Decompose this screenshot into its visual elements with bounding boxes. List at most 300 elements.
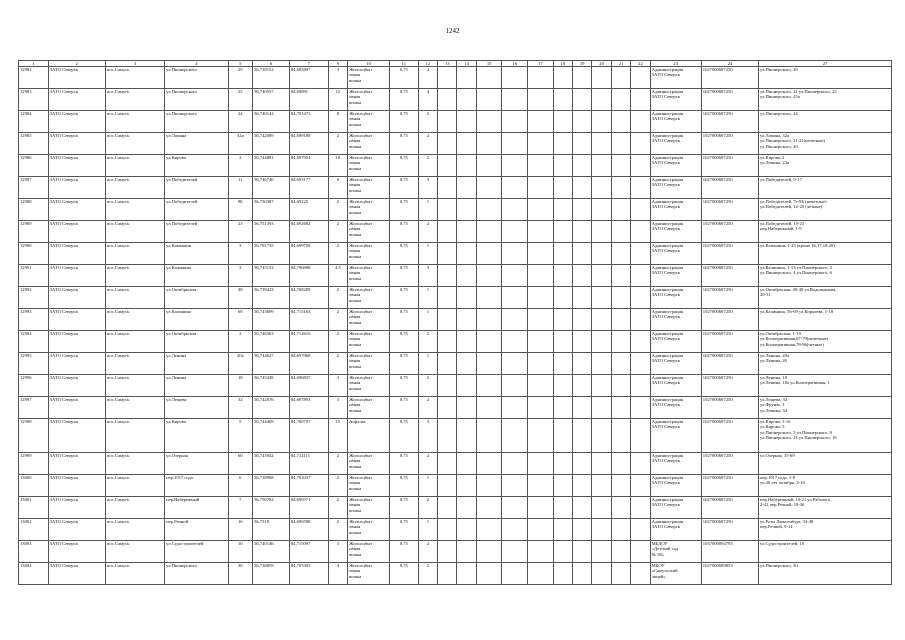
table-cell: ЗАТО Северск (48, 353, 105, 375)
table-cell: 56,746740 (253, 177, 290, 199)
table-cell: 12994 (19, 331, 49, 353)
table-cell: Жилсоцбыт овная вошка (348, 67, 390, 89)
table-cell: 0,75 (390, 331, 419, 353)
table-cell: 3 (228, 243, 253, 265)
table-cell (457, 497, 476, 519)
table-cell: 84,697954 (289, 155, 328, 177)
table-cell (553, 419, 572, 453)
table-cell (572, 353, 591, 375)
table-cell (572, 309, 591, 331)
table-cell: Администрация ЗАТО Северск (650, 199, 701, 221)
table-cell (457, 453, 476, 475)
table-cell: 84,706988 (289, 265, 328, 287)
table-cell: 0,75 (390, 287, 419, 309)
table-cell: 1027000687250 (701, 67, 758, 89)
page-number: 1242 (445, 27, 460, 35)
table-cell (553, 89, 572, 111)
table-row (19, 287, 892, 309)
table-cell (611, 155, 630, 177)
table-row (19, 375, 892, 397)
table-cell (611, 89, 630, 111)
table-row (19, 353, 892, 375)
table-cell: 3 (328, 397, 347, 419)
table-cell (592, 497, 611, 519)
table-cell (528, 563, 554, 585)
table-cell: ул.Кирова, 1-16 ул.Кирова, 5 ул.Пионерского, 5 ул.Пионерского, 9 ул.Пионерского, 14 ул.Пионерского, 16 (759, 419, 892, 453)
registry-table (18, 60, 892, 585)
table-cell: 84,700797 (289, 419, 328, 453)
table-row (19, 331, 892, 353)
table-cell: ул.Октябрьская (165, 287, 228, 309)
table-cell: 24 (228, 111, 253, 133)
table-cell: ул.Калинина, 1-13 ул.Пионерского, 2 ул.Пионерского, 4 ул.Пионерского, 6 (759, 265, 892, 287)
column-header: 24 (701, 61, 758, 67)
table-cell: ул.Пионерского (165, 89, 228, 111)
table-cell: ул.Кирова (165, 419, 228, 453)
table-cell: 1 (418, 199, 437, 221)
table-cell (611, 287, 630, 309)
table-cell: 84,705305 (289, 563, 328, 585)
table-cell: 84,701037 (289, 475, 328, 497)
table-cell: ул.Победителей (165, 199, 228, 221)
table-cell: 1027000687250 (701, 497, 758, 519)
table-cell: 84,692682 (289, 221, 328, 243)
table-cell (502, 309, 528, 331)
table-cell (631, 519, 650, 541)
column-header: 3 (105, 61, 164, 67)
table-cell: 12983 (19, 89, 49, 111)
table-cell: 3 (228, 265, 253, 287)
table-cell: пос.Самусь (105, 265, 164, 287)
table-cell (528, 89, 554, 111)
table-cell: 12 (328, 89, 347, 111)
table-cell: пос.Самусь (105, 353, 164, 375)
table-cell (476, 155, 502, 177)
table-cell: 2 (418, 111, 437, 133)
table-cell (592, 309, 611, 331)
table-cell: ул.Ленина (165, 375, 228, 397)
table-cell: ул.Ленина, 20а ул.Ленина, 20 (759, 353, 892, 375)
table-cell: ул.Ленина, 18 ул.Ленина, 18а ул.Кооперативная, 1 (759, 375, 892, 397)
table-cell: ЗАТО Северск (48, 133, 105, 155)
table-cell (502, 541, 528, 563)
table-cell: 20а (228, 353, 253, 375)
table-cell: ЗАТО Северск (48, 475, 105, 497)
table-cell: 4 (418, 89, 437, 111)
table-cell: 2 (418, 563, 437, 585)
table-cell: 84,69891 (289, 89, 328, 111)
table-cell (611, 519, 630, 541)
table-cell: 5 (228, 419, 253, 453)
table-cell: 2 (418, 133, 437, 155)
table-cell: 2 (418, 221, 437, 243)
table-cell: 1027000687250 (701, 419, 758, 453)
table-cell (553, 375, 572, 397)
table-cell: пос.Самусь (105, 67, 164, 89)
table-cell (631, 265, 650, 287)
table-cell: пос.Самусь (105, 475, 164, 497)
table-cell: пос.Самусь (105, 375, 164, 397)
table-cell (457, 133, 476, 155)
column-header: 9 (328, 61, 347, 67)
table-cell: 12995 (19, 353, 49, 375)
table-row (19, 453, 892, 475)
table-cell: 1 (418, 353, 437, 375)
table-cell: Администрация ЗАТО Северск (650, 243, 701, 265)
table-cell (457, 309, 476, 331)
table-cell (572, 287, 591, 309)
table-cell: пос.Самусь (105, 199, 164, 221)
table-cell: 84,712616 (289, 331, 328, 353)
table-row (19, 177, 892, 199)
table-cell (457, 265, 476, 287)
column-header: 1 (19, 61, 49, 67)
table-row (19, 309, 892, 331)
table-cell (631, 419, 650, 453)
table-cell: 2 (328, 221, 347, 243)
table-cell: пос.Самусь (105, 89, 164, 111)
table-cell (528, 331, 554, 353)
table-cell: пер.1917 года, 1-8 ул.40 лет октября, 2-16 (759, 475, 892, 497)
table-cell (502, 475, 528, 497)
column-header: 12 (418, 61, 437, 67)
table-cell (611, 497, 630, 519)
table-cell (502, 497, 528, 519)
table-cell (502, 155, 528, 177)
table-cell (592, 155, 611, 177)
table-cell: ЗАТО Северск (48, 541, 105, 563)
table-cell: 84,708289 (289, 287, 328, 309)
table-cell (502, 453, 528, 475)
table-cell: 69 (228, 309, 253, 331)
table-cell (502, 331, 528, 353)
table-cell (438, 497, 457, 519)
table-cell: ул.Кирова, 2 ул.Ленина, 23а (759, 155, 892, 177)
table-cell: 0,75 (390, 309, 419, 331)
table-cell: 32 (228, 397, 253, 419)
table-cell (592, 397, 611, 419)
table-cell: 2 (418, 67, 437, 89)
table-row (19, 475, 892, 497)
table-cell (611, 243, 630, 265)
table-cell: Жилсоцбыт овная вошка (348, 133, 390, 155)
table-body (19, 67, 892, 585)
table-cell: 2 (328, 475, 347, 497)
table-cell: Жилсоцбыт овная вошка (348, 177, 390, 199)
table-cell (553, 265, 572, 287)
table-row (19, 89, 892, 111)
table-cell: 13001 (19, 497, 49, 519)
table-cell: 1027000687250 (701, 89, 758, 111)
table-cell: 3 (328, 67, 347, 89)
table-cell: ЗАТО Северск (48, 331, 105, 353)
table-cell (553, 177, 572, 199)
table-cell (476, 111, 502, 133)
table-cell: МБДОУ «Детский сад № 58» (650, 541, 701, 563)
table-cell (592, 133, 611, 155)
table-cell (528, 397, 554, 419)
table-cell: 0,75 (390, 419, 419, 453)
table-cell (457, 475, 476, 497)
table-cell: 29 (228, 67, 253, 89)
table-cell: Жилсоцбыт овная вошка (348, 243, 390, 265)
table-cell: Администрация ЗАТО Северск (650, 397, 701, 419)
table-cell (502, 353, 528, 375)
table-cell (592, 519, 611, 541)
table-cell: 4.5 (328, 265, 347, 287)
table-cell (502, 563, 528, 585)
table-row (19, 563, 892, 585)
column-header: 23 (650, 61, 701, 67)
table-cell: 1 (418, 309, 437, 331)
table-cell: 2 (328, 287, 347, 309)
table-cell (457, 419, 476, 453)
table-cell: 25 (228, 89, 253, 111)
table-cell (502, 111, 528, 133)
table-cell (457, 89, 476, 111)
table-cell: 84,69225 (289, 199, 328, 221)
table-cell (572, 265, 591, 287)
table-cell (611, 353, 630, 375)
table-cell (476, 353, 502, 375)
table-row (19, 419, 892, 453)
table-cell (611, 375, 630, 397)
table-cell (553, 519, 572, 541)
table-cell (553, 453, 572, 475)
table-cell (476, 199, 502, 221)
table-cell (528, 497, 554, 519)
table-cell: ЗАТО Северск (48, 287, 105, 309)
table-cell: 12985 (19, 133, 49, 155)
table-cell (528, 155, 554, 177)
table-row (19, 243, 892, 265)
table-cell (476, 89, 502, 111)
table-cell (476, 519, 502, 541)
table-cell: ул.Пионерского, 21 ул.Пионерского, 25 ул.Пионерского, 25а (759, 89, 892, 111)
table-cell: ул.Розы Люксембург, 33-49 пер.Речной, 9-14 (759, 519, 892, 541)
table-cell (631, 177, 650, 199)
table-cell: ул.Калинина (165, 309, 228, 331)
table-cell: ул.Пионерского, 30 (759, 563, 892, 585)
table-cell (476, 67, 502, 89)
table-cell: 56,751393 (253, 221, 290, 243)
table-cell: 2 (418, 375, 437, 397)
table-cell: ЗАТО Северск (48, 243, 105, 265)
table-cell (592, 221, 611, 243)
column-header: 5 (228, 61, 253, 67)
table-cell (438, 89, 457, 111)
table-cell (457, 287, 476, 309)
table-cell (528, 177, 554, 199)
table-cell: ул.Ленина (165, 353, 228, 375)
table-cell: Администрация ЗАТО Северск (650, 155, 701, 177)
table-cell: 7 (228, 497, 253, 519)
table-cell (631, 563, 650, 585)
table-row (19, 497, 892, 519)
table-cell: ЗАТО Северск (48, 89, 105, 111)
table-cell (611, 331, 630, 353)
table-cell (476, 265, 502, 287)
table-cell: пос.Самусь (105, 453, 164, 475)
table-cell (631, 497, 650, 519)
table-cell: 0,75 (390, 133, 419, 155)
table-cell: 56,740146 (253, 541, 290, 563)
table-cell (457, 177, 476, 199)
table-cell: 1 (418, 475, 437, 497)
table-cell (476, 563, 502, 585)
table-cell (457, 519, 476, 541)
table-cell (438, 265, 457, 287)
table-cell (528, 519, 554, 541)
table-cell: 11 (228, 177, 253, 199)
table-cell: пер.Набережный, 10-21 ул.Рабочего, 2-41 пер.Речной, 18-36 (759, 497, 892, 519)
table-cell (592, 475, 611, 497)
table-cell: Жилсоцбыт овная вошка (348, 199, 390, 221)
table-cell (611, 419, 630, 453)
table-cell (528, 541, 554, 563)
table-cell (502, 397, 528, 419)
table-cell: ул.Камышин, 1-25 (кроме 16,17,18,20) (759, 243, 892, 265)
table-cell: ул.Судостроителей, 10 (759, 541, 892, 563)
table-cell: пос.Самусь (105, 111, 164, 133)
table-cell: 2 (228, 331, 253, 353)
table-cell (631, 375, 650, 397)
table-cell (438, 111, 457, 133)
table-cell: 0,75 (390, 563, 419, 585)
table-cell: 56,738859 (253, 563, 290, 585)
table-cell (611, 111, 630, 133)
table-cell: ул.Победителей, 9-17 (759, 177, 892, 199)
table-cell: ЗАТО Северск (48, 199, 105, 221)
table-cell (572, 89, 591, 111)
table-cell: ЗАТО Северск (48, 309, 105, 331)
table-cell: пос.Самусь (105, 221, 164, 243)
table-cell: Жилсоцбыт овная вошка (348, 375, 390, 397)
table-cell: ЗАТО Северск (48, 67, 105, 89)
table-cell: пос.Самусь (105, 497, 164, 519)
table-cell: 12992 (19, 287, 49, 309)
table-cell: 30 (228, 563, 253, 585)
table-cell (502, 199, 528, 221)
column-header: 14 (457, 61, 476, 67)
table-cell (438, 419, 457, 453)
table-cell: 10 (328, 155, 347, 177)
table-cell (631, 453, 650, 475)
table-cell: 1027000687250 (701, 155, 758, 177)
column-header: 16 (502, 61, 528, 67)
table-cell (457, 331, 476, 353)
table-cell (592, 199, 611, 221)
table-cell: пос.Самусь (105, 155, 164, 177)
table-cell: 23 (228, 221, 253, 243)
table-cell: ул.Кирова (165, 155, 228, 177)
table-cell: 56,743699 (253, 309, 290, 331)
table-cell: 12987 (19, 177, 49, 199)
table-cell: Жилсоцбыт овная вошка (348, 541, 390, 563)
table-cell: пос.Самусь (105, 563, 164, 585)
table-cell: ЗАТО Северск (48, 111, 105, 133)
table-cell: 10 (228, 541, 253, 563)
table-cell: 56,742089 (253, 133, 290, 155)
table-row (19, 265, 892, 287)
table-cell: 2 (328, 309, 347, 331)
table-cell (528, 243, 554, 265)
table-cell: пос.Самусь (105, 397, 164, 419)
table-cell: Жилсоцбыт овная вошка (348, 519, 390, 541)
table-cell: Жилсоцбыт овная вошка (348, 155, 390, 177)
table-cell: Администрация ЗАТО Северск (650, 375, 701, 397)
table-cell: Администрация ЗАТО Северск (650, 67, 701, 89)
table-cell: пер.Речной (165, 519, 228, 541)
table-cell: 84,701473 (289, 111, 328, 133)
table-cell: 56,739152 (253, 67, 290, 89)
table-cell: Администрация ЗАТО Северск (650, 331, 701, 353)
table-cell: 6 (228, 475, 253, 497)
table-cell: 2 (418, 331, 437, 353)
table-cell (631, 89, 650, 111)
table-cell: ЗАТО Северск (48, 177, 105, 199)
table-cell (438, 287, 457, 309)
table-cell (631, 133, 650, 155)
table-cell: ул.Судостроителей (165, 541, 228, 563)
table-cell: 13000 (19, 475, 49, 497)
table-cell (528, 353, 554, 375)
table-cell (572, 497, 591, 519)
table-cell (457, 243, 476, 265)
table-cell (476, 419, 502, 453)
table-cell (438, 133, 457, 155)
table-cell: пос.Самусь (105, 541, 164, 563)
table-cell (572, 111, 591, 133)
table-cell: МБОУ «Самусьский лицей» (650, 563, 701, 585)
table-cell: пос.Самусь (105, 309, 164, 331)
table-cell (457, 67, 476, 89)
table-cell (476, 287, 502, 309)
table-cell (592, 67, 611, 89)
table-cell: 56,746563 (253, 331, 290, 353)
table-cell: 1 (418, 287, 437, 309)
table-cell: 3 (418, 265, 437, 287)
table-cell: 0,75 (390, 519, 419, 541)
column-header: 27 (759, 61, 892, 67)
table-cell: ЗАТО Северск (48, 497, 105, 519)
table-cell: 0,75 (390, 541, 419, 563)
table-cell: 0,75 (390, 177, 419, 199)
table-cell: 84,696598 (289, 519, 328, 541)
table-cell: ЗАТО Северск (48, 519, 105, 541)
column-header: 13 (438, 61, 457, 67)
table-cell (611, 563, 630, 585)
table-cell: 13003 (19, 541, 49, 563)
table-cell: 56,744881 (253, 155, 290, 177)
table-cell: 2 (418, 155, 437, 177)
table-cell (611, 265, 630, 287)
table-cell (592, 331, 611, 353)
table-cell (528, 67, 554, 89)
table-cell: 56,744409 (253, 419, 290, 453)
table-cell (502, 265, 528, 287)
table-cell: Жилсоцбыт овная вошка (348, 287, 390, 309)
table-cell: 2 (328, 519, 347, 541)
table-cell: 2 (328, 331, 347, 353)
table-cell: 84,715097 (289, 541, 328, 563)
table-cell: ЗАТО Северск (48, 221, 105, 243)
table-cell: 56,750782 (253, 497, 290, 519)
table-cell (528, 309, 554, 331)
table-cell: Жилсоцбыт овная вошка (348, 309, 390, 331)
table-cell: Администрация ЗАТО Северск (650, 419, 701, 453)
table-cell (572, 199, 591, 221)
